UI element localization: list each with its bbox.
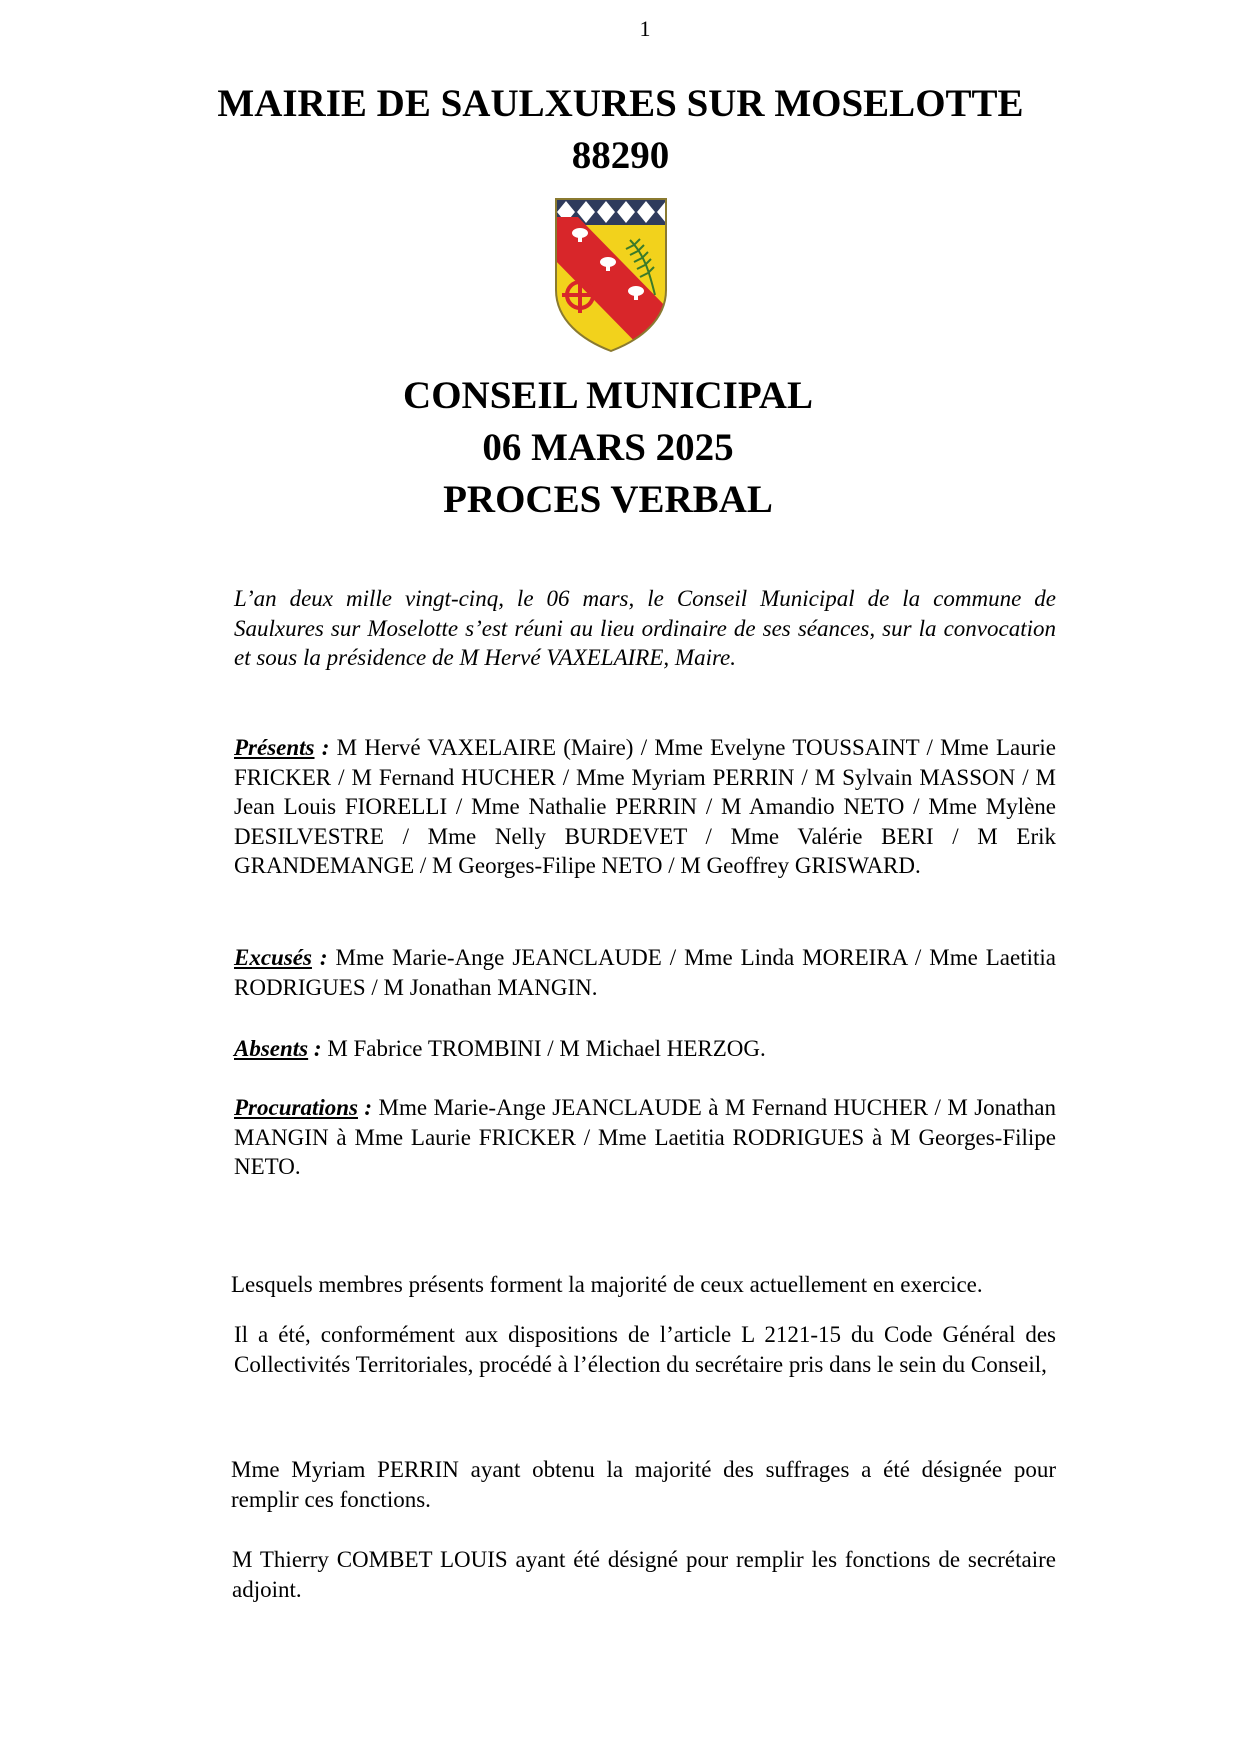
absents-label: Absents [234, 1036, 309, 1061]
absents-paragraph [234, 1034, 1056, 1064]
excuses-colon: : [311, 945, 328, 970]
procurations-colon: : [357, 1095, 373, 1120]
intro-paragraph: L’an deux mille vingt-cinq, le 06 mars, le Conseil Municipal de la commune de Saulxures sur Moselotte s’est réuni au lieu ordinaire de ses séances, sur la convocation et sous la présidence de M Hervé VAXELAIRE, Maire. [234, 586, 1056, 670]
excuses-label: Excusés [234, 945, 312, 970]
procurations-paragraph [234, 1093, 1056, 1182]
adjoint-paragraph: M Thierry COMBET LOUIS ayant été désigné pour remplir les fonctions de secrétaire adjoint. [232, 1547, 1056, 1602]
presents-colon: : [314, 735, 330, 760]
article-paragraph: Il a été, conformément aux dispositions de l’article L 2121-15 du Code Général des Collectivités Territoriales, procédé à l’élection du secrétaire pris dans le sein du Conseil, [234, 1322, 1056, 1377]
page-number: 1 [639, 16, 651, 41]
presents-label: Présents [234, 735, 315, 760]
absents-colon: : [308, 1036, 322, 1061]
header-postcode: 88290 [571, 134, 670, 177]
title-council: CONSEIL MUNICIPAL [403, 374, 813, 417]
procurations-label: Procurations [234, 1095, 358, 1120]
coat-of-arms-icon [550, 195, 672, 355]
presents-list: M Hervé VAXELAIRE (Maire) / Mme Evelyne TOUSSAINT / Mme Laurie FRICKER / M Fernand HUCHER / Mme Myriam PERRIN / M Sylvain MASSON / M Jean Louis FIORELLI / Mme Nathalie PERRIN / M Amandio NETO / Mme Mylène DESILVESTRE / Mme Nelly BURDEVET / Mme Valérie BERI / M Erik GRANDEMANGE / M Georges-Filipe NETO / M Geoffrey GRISWARD. [234, 735, 1056, 878]
document-title [0, 370, 1216, 526]
secretary-paragraph: Mme Myriam PERRIN ayant obtenu la majorité des suffrages a été désignée pour remplir ces fonctions. [231, 1457, 1056, 1512]
title-minutes: PROCES VERBAL [443, 478, 773, 521]
title-date: 06 MARS 2025 [482, 426, 734, 469]
header-title: MAIRIE DE SAULXURES SUR MOSELOTTE [217, 82, 1024, 125]
presents-paragraph [234, 733, 1056, 881]
procurations-list: Mme Marie-Ange JEANCLAUDE à M Fernand HUCHER / M Jonathan MANGIN à Mme Laurie FRICKER / Mme Laetitia RODRIGUES à M Georges-Filipe NETO. [234, 1095, 1056, 1179]
excuses-paragraph [234, 943, 1056, 1002]
absents-list: M Fabrice TROMBINI / M Michael HERZOG. [321, 1036, 766, 1061]
excuses-list: Mme Marie-Ange JEANCLAUDE / Mme Linda MOREIRA / Mme Laetitia RODRIGUES / M Jonathan MANGIN. [234, 945, 1056, 1000]
majority-paragraph: Lesquels membres présents forment la majorité de ceux actuellement en exercice. [231, 1272, 983, 1297]
header [0, 78, 1241, 182]
